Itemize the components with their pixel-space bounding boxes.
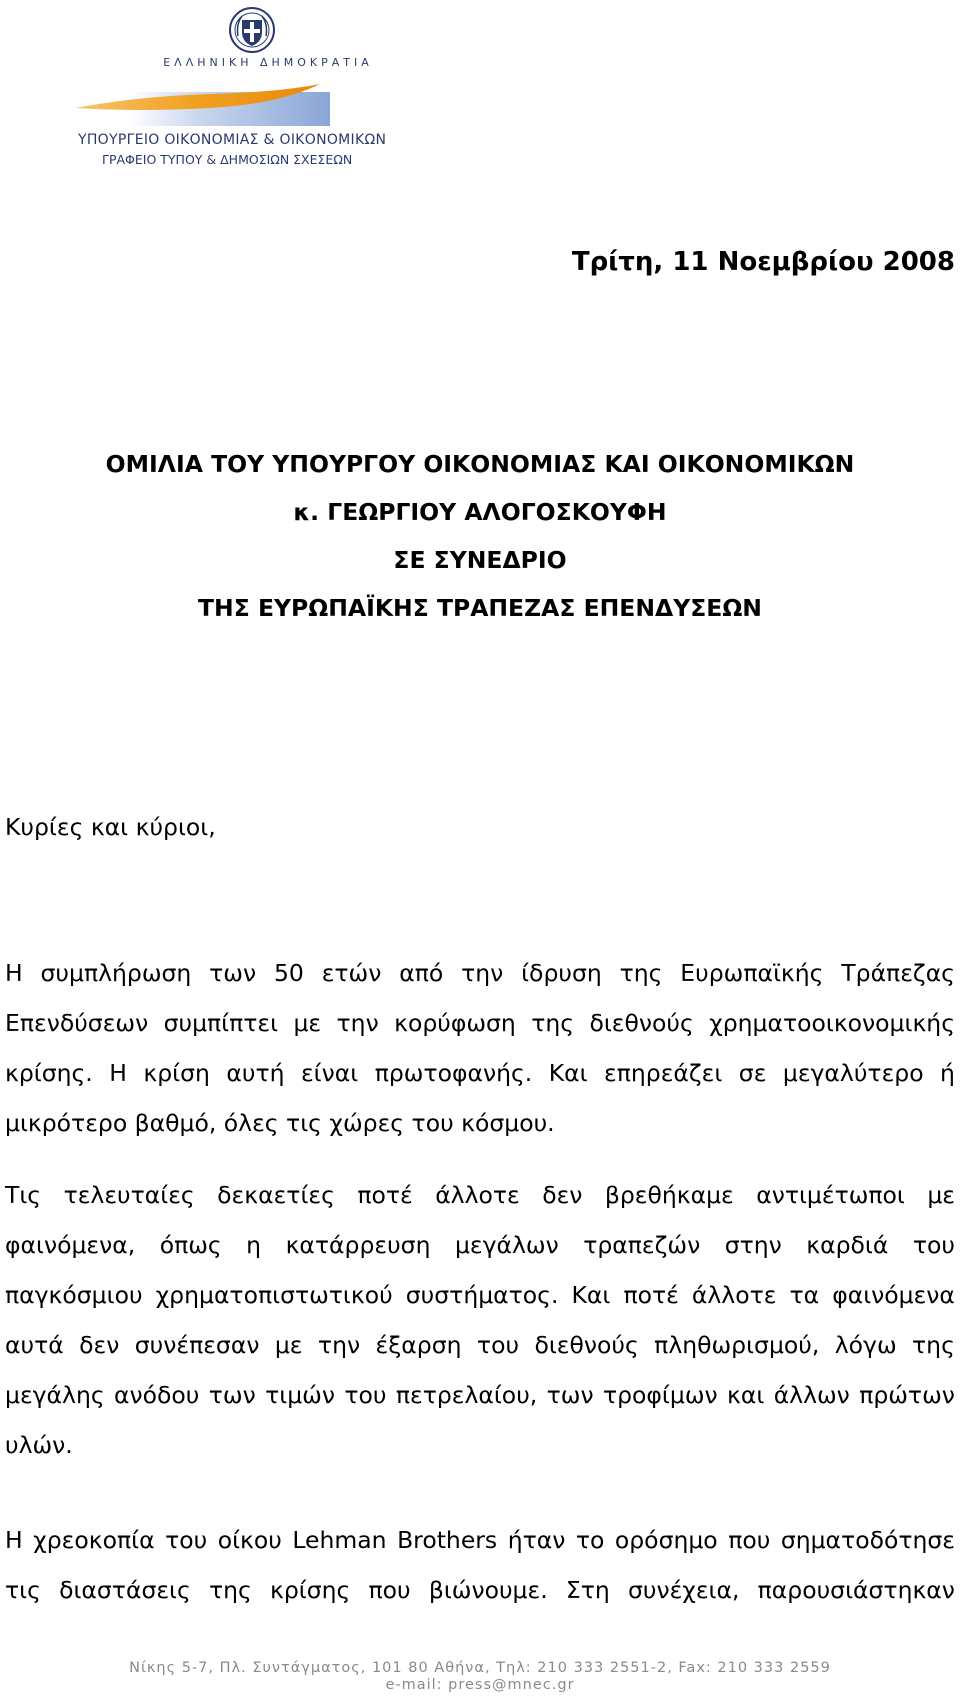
word: με [293, 1009, 322, 1037]
word: την [317, 1331, 361, 1359]
word: Και [548, 1059, 588, 1087]
word: Ευρωπαϊκής [680, 959, 824, 987]
footer-email: e-mail: press@mnec.gr [385, 1677, 575, 1693]
word: ή [940, 1059, 955, 1087]
word: έξαρση [375, 1331, 462, 1359]
word: Lehman [292, 1526, 387, 1554]
paragraph-line [5, 1170, 955, 1220]
word: δεκαετίες [217, 1181, 335, 1209]
ministry-logo-swoosh [70, 78, 390, 138]
word: όπως [159, 1231, 222, 1259]
word: Τράπεζας [841, 959, 955, 987]
title-line: ΟΜΙΛΙΑ ΤΟΥ ΥΠΟΥΡΓΟΥ ΟΙΚΟΝΟΜΙΑΣ ΚΑΙ ΟΙΚΟΝΟΜΙΚΩΝ [105, 450, 855, 478]
word: αυτά [5, 1331, 64, 1359]
paragraph [5, 1170, 955, 1470]
word: πρώτων [859, 1381, 955, 1409]
word: μεγάλης [5, 1381, 105, 1409]
word: τελευταίες [63, 1181, 195, 1209]
speech-title [0, 440, 960, 632]
word: βιώνουμε. [428, 1576, 548, 1604]
paragraph-line [5, 948, 955, 998]
title-line: κ. ΓΕΩΡΓΙΟΥ ΑΛΟΓΟΣΚΟΥΦΗ [293, 498, 667, 526]
word: των [546, 1381, 594, 1409]
word: της [531, 1009, 575, 1037]
word: ήταν [507, 1526, 566, 1554]
word: ποτέ [357, 1181, 413, 1209]
word: οίκου [217, 1526, 282, 1554]
paragraph-line: μικρότερο βαθμό, όλες τις χώρες του κόσμου. [5, 1109, 555, 1137]
word: παρουσιάστηκαν [757, 1576, 955, 1604]
word: συνέπεσαν [134, 1331, 260, 1359]
word: παγκόσμιου [5, 1281, 143, 1309]
word: κρίση [143, 1059, 210, 1087]
paragraph [5, 948, 955, 1148]
word: στην [724, 1231, 782, 1259]
ministry-name: ΥΠΟΥΡΓΕΙΟ ΟΙΚΟΝΟΜΙΑΣ & ΟΙΚΟΝΟΜΙΚΩΝ [78, 132, 387, 148]
word: η [246, 1231, 262, 1259]
word: άλλοτε [691, 1281, 777, 1309]
word: που [728, 1526, 771, 1554]
word: φαινόμενα [832, 1281, 955, 1309]
word: αντιμέτωποι [756, 1181, 905, 1209]
greek-coat-of-arms-icon [228, 6, 276, 54]
word: την [461, 959, 504, 987]
word: με [274, 1331, 303, 1359]
word: την [336, 1009, 379, 1037]
word: δεν [79, 1331, 120, 1359]
word: Επενδύσεων [5, 1009, 149, 1037]
word: ανόδου [114, 1381, 200, 1409]
paragraph-line [5, 1048, 955, 1098]
word: της [619, 959, 663, 987]
word: ετών [321, 959, 382, 987]
word: συνέχεια, [627, 1576, 740, 1604]
word: Και [571, 1281, 611, 1309]
word: συμπλήρωση [40, 959, 192, 987]
word: χρεοκοπία [33, 1526, 155, 1554]
word: και [727, 1381, 765, 1409]
word: αυτή [226, 1059, 285, 1087]
word: φαινόμενα, [5, 1231, 136, 1259]
word: 50 [273, 959, 304, 987]
word: Η [5, 1526, 23, 1554]
word: επηρεάζει [604, 1059, 723, 1087]
title-line: ΤΗΣ ΕΥΡΩΠΑΪΚΗΣ ΤΡΑΠΕΖΑΣ ΕΠΕΝΔΥΣΕΩΝ [198, 594, 762, 622]
footer-contact [0, 1660, 960, 1694]
word: τροφίμων [602, 1381, 718, 1409]
word: τις [5, 1576, 41, 1604]
word: τραπεζών [583, 1231, 701, 1259]
word: του [165, 1526, 208, 1554]
word: που [368, 1576, 411, 1604]
word: πληθωρισμού, [654, 1331, 820, 1359]
word: κρίσης. [5, 1059, 93, 1087]
word: Τις [5, 1181, 42, 1209]
word: Η [5, 959, 23, 987]
word: σηματοδότησε [780, 1526, 955, 1554]
title-line: ΣΕ ΣΥΝΕΔΡΙΟ [393, 546, 567, 574]
word: των [208, 1381, 256, 1409]
word: ίδρυση [521, 959, 602, 987]
word: Η [109, 1059, 127, 1087]
word: του [912, 1231, 955, 1259]
word: τιμών [265, 1381, 335, 1409]
word: βρεθήκαμε [604, 1181, 734, 1209]
word: διαστάσεις [59, 1576, 191, 1604]
footer-address: Νίκης 5-7, Πλ. Συντάγματος, 101 80 Αθήνα, Τηλ: 210 333 2551-2, Fax: 210 333 2559 [129, 1660, 831, 1676]
word: με [927, 1181, 955, 1209]
word: λόγω [834, 1331, 897, 1359]
word: κατάρρευση [285, 1231, 431, 1259]
letterhead [70, 6, 440, 171]
word: μεγάλων [454, 1231, 559, 1259]
republic-label: ΕΛΛΗΝΙΚΗ ΔΗΜΟΚΡΑΤΙΑ [163, 56, 373, 69]
word: χρηματοοικονομικής [709, 1009, 955, 1037]
word: σε [738, 1059, 767, 1087]
word: διεθνούς [534, 1331, 639, 1359]
word: της [912, 1331, 955, 1359]
word: άλλοτε [435, 1181, 520, 1209]
word: του [476, 1331, 520, 1359]
word: Στη [565, 1576, 610, 1604]
paragraph-line [5, 1320, 955, 1370]
paragraph-line: υλών. [5, 1431, 73, 1459]
word: άλλων [773, 1381, 850, 1409]
word: μεγαλύτερο [782, 1059, 924, 1087]
word: καρδιά [806, 1231, 889, 1259]
document-date: Τρίτη, 11 Νοεμβρίου 2008 [571, 247, 955, 277]
word: του [344, 1381, 387, 1409]
paragraph-line [5, 1565, 955, 1615]
paragraph-line [5, 1370, 955, 1420]
word: των [209, 959, 257, 987]
word: διεθνούς [589, 1009, 694, 1037]
word: πετρελαίου, [395, 1381, 538, 1409]
word: είναι [300, 1059, 359, 1087]
word: Brothers [397, 1526, 498, 1554]
word: ποτέ [623, 1281, 679, 1309]
greeting: Κυρίες και κύριοι, [5, 813, 216, 841]
paragraph-line [5, 1515, 955, 1565]
paragraph-line [5, 1270, 955, 1320]
word: το [575, 1526, 605, 1554]
word: συμπίπτει [163, 1009, 279, 1037]
word: πρωτοφανής. [374, 1059, 533, 1087]
word: της [208, 1576, 252, 1604]
word: τα [789, 1281, 820, 1309]
paragraph-line [5, 998, 955, 1048]
word: από [399, 959, 444, 987]
word: δεν [542, 1181, 583, 1209]
word: συστήματος. [405, 1281, 559, 1309]
paragraph-line [5, 1220, 955, 1270]
word: ορόσημο [614, 1526, 718, 1554]
word: χρηματοπιστωτικού [155, 1281, 393, 1309]
word: κρίσης [270, 1576, 351, 1604]
paragraph [5, 1515, 955, 1615]
word: κορύφωση [394, 1009, 516, 1037]
press-office-name: ΓΡΑΦΕΙΟ ΤΥΠΟΥ & ΔΗΜΟΣΙΩΝ ΣΧΕΣΕΩΝ [102, 152, 353, 167]
